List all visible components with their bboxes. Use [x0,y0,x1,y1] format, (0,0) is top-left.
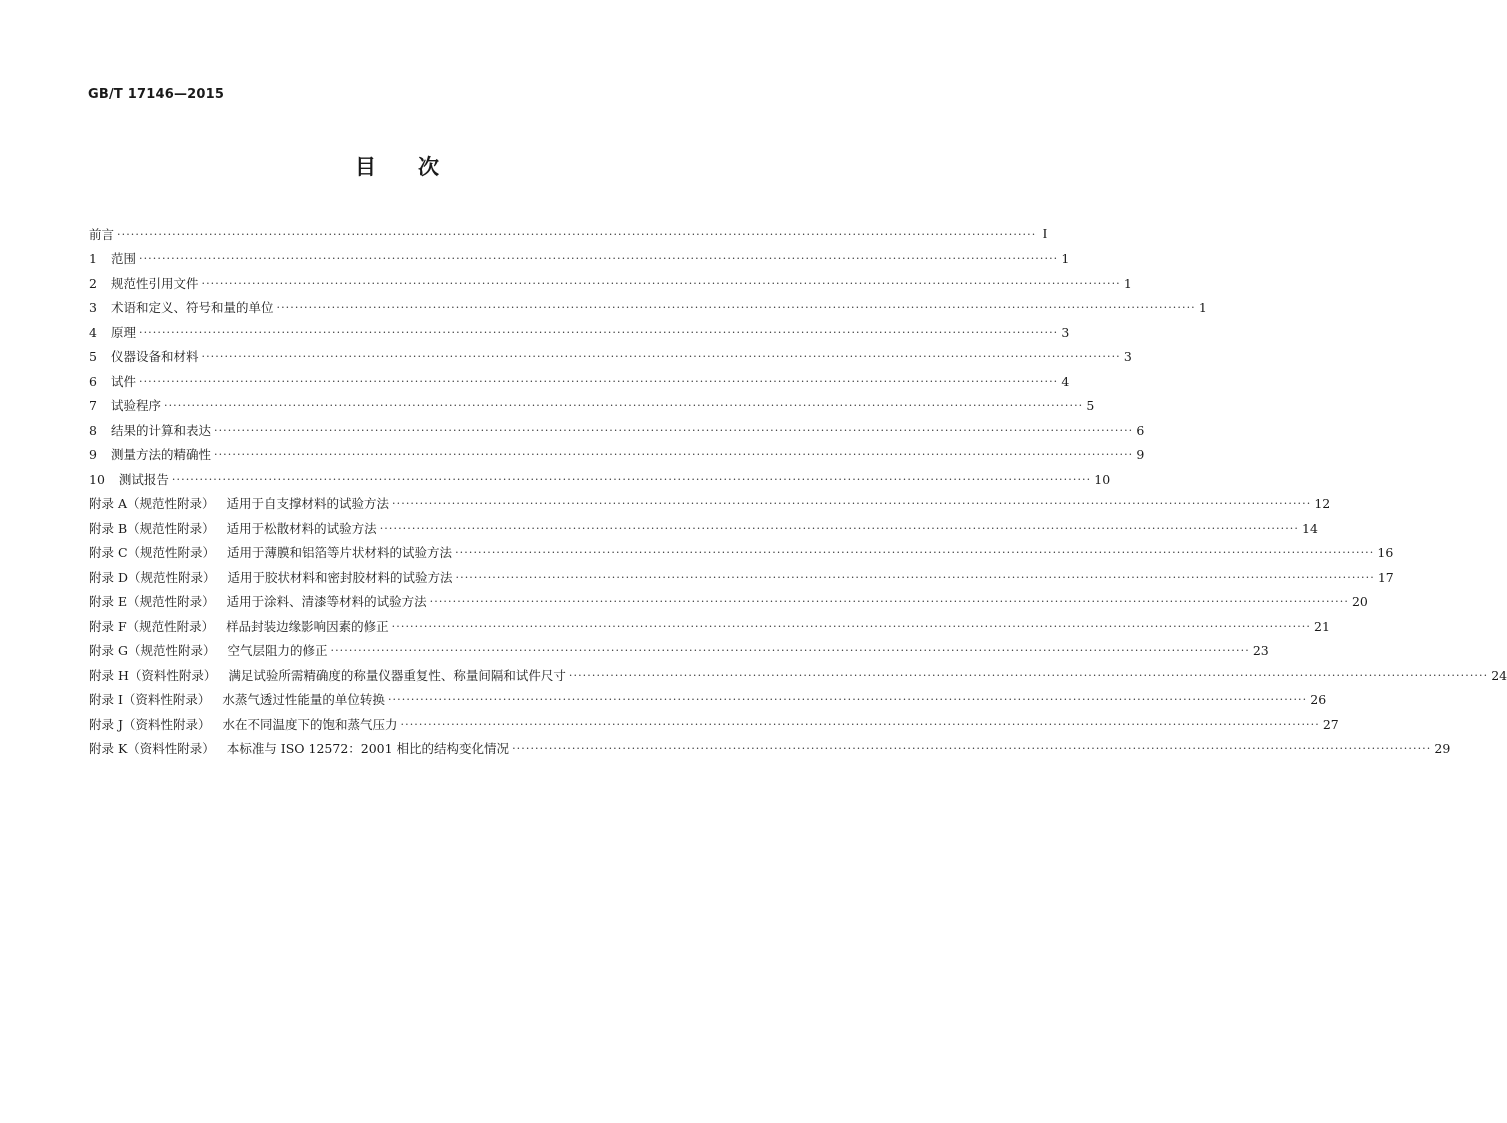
toc-entry[interactable] [89,708,1339,733]
toc-entry-label: 测试报告 [118,471,169,487]
toc-entry-label: 水在不同温度下的饱和蒸气压力 [222,716,398,732]
dot-leader: ········································································································································································································ [400,717,1320,731]
dot-leader: ········································································································································································································ [568,668,1489,682]
toc-entry-label: 水蒸气透过性能量的单位转换 [222,692,385,707]
toc-entry-number: 1 [89,251,97,266]
toc-entry-number: 附录 J（资料性附录） [89,716,211,732]
toc-entry-page: 3 [1123,349,1132,364]
toc-entry[interactable] [89,267,1132,292]
toc-entry-number: 附录 K（资料性附录） [89,741,215,756]
toc-entry-label: 结果的计算和表达 [110,422,211,438]
toc-entry-title [89,251,136,267]
toc-entry-number: 附录 A（规范性附录） [89,496,215,511]
toc-entry-page: 12 [1314,496,1331,511]
toc-entry-page: 1 [1123,275,1132,291]
toc-entry-label: 仪器设备和材料 [110,349,199,364]
toc-entry[interactable] [89,365,1070,390]
toc-entry[interactable] [89,292,1207,317]
toc-entry-label: 适用于自支撑材料的试验方法 [226,496,390,511]
page-title [0,151,794,181]
toc-entry-page: 26 [1310,692,1327,707]
toc-entry-label: 试件 [110,373,136,389]
toc-entry-number: 附录 D（规范性附录） [89,569,216,585]
toc-entry-label: 适用于涂料、清漆等材料的试验方法 [226,594,427,609]
toc-entry-title [89,545,452,561]
toc-entry-page: 4 [1061,373,1070,389]
toc-entry[interactable] [89,488,1331,513]
toc-entry-number: 8 [89,422,97,438]
toc-entry-title [89,521,377,537]
title-char-1: 目 [355,155,376,179]
dot-leader: ········································································································································································································ [455,546,1375,559]
toc-entry-label: 前言 [89,226,115,242]
toc-entry[interactable] [89,341,1132,366]
toc-entry-page: 20 [1351,594,1368,609]
toc-entry-page: 6 [1136,422,1145,438]
toc-entry[interactable] [89,390,1095,415]
dot-leader: ········································································································································································································ [163,399,1084,412]
toc-entry-label: 范围 [110,251,136,266]
toc-entry-number: 附录 C（规范性附录） [89,545,216,560]
toc-entry-page: 1 [1061,251,1070,266]
toc-entry-title [89,423,211,439]
toc-entry[interactable] [89,635,1269,660]
dot-leader: ········································································································································································································ [379,521,1300,535]
dot-leader: ········································································································································································································ [276,301,1196,314]
toc-entry-title [89,570,453,586]
toc-entry[interactable] [89,733,1451,758]
toc-entry-label: 测量方法的精确性 [110,447,211,462]
toc-entry[interactable] [89,659,1507,684]
toc-entry[interactable] [89,512,1318,537]
toc-entry-label: 适用于松散材料的试验方法 [226,520,377,536]
toc-entry-title [89,276,198,292]
document-number: GB/T 17146—2015 [88,87,225,102]
toc-entry-title [89,692,385,708]
dot-leader: ········································································································································································································ [391,619,1311,633]
dot-leader: ········································································································································································································ [455,570,1375,584]
toc-entry-page: 1 [1198,300,1207,315]
toc-entry-label: 本标准与 ISO 12572：2001 相比的结构变化情况 [226,741,510,756]
toc-entry-page: 16 [1377,545,1394,560]
toc-entry-title [89,643,327,659]
toc-entry-title [89,717,398,733]
toc-entry[interactable] [89,610,1330,635]
toc-entry-label: 规范性引用文件 [110,275,199,291]
toc-entry-title [89,447,211,463]
dot-leader: ········································································································································································································ [117,227,1037,241]
toc-entry-number: 附录 I（资料性附录） [89,692,211,707]
toc-entry-label: 术语和定义、符号和量的单位 [110,300,274,315]
toc-entry-number: 10 [89,471,105,487]
toc-entry-page: 14 [1302,520,1318,536]
toc-entry-number: 9 [89,447,97,462]
toc-entry[interactable] [89,561,1394,586]
toc-entry-title [89,741,509,757]
table-of-contents [89,218,1507,757]
toc-entry[interactable] [89,316,1070,341]
toc-entry-label: 适用于胶状材料和密封胶材料的试验方法 [227,569,453,585]
dot-leader: ········································································································································································································ [201,350,1121,363]
toc-entry[interactable] [89,586,1368,611]
toc-entry-number: 附录 E（规范性附录） [89,594,215,609]
dot-leader: ········································································································································································································ [330,644,1250,657]
toc-entry[interactable] [89,218,1048,243]
toc-entry-label: 试验程序 [110,398,161,413]
toc-entry-page: 10 [1094,471,1111,487]
toc-entry-title [89,374,136,390]
toc-entry-title [89,398,161,414]
toc-entry-number: 5 [89,349,97,364]
dot-leader: ········································································································································································································ [138,325,1059,339]
toc-entry-title [89,472,169,488]
toc-entry[interactable] [89,414,1145,439]
toc-entry-page: 21 [1314,618,1330,634]
toc-entry[interactable] [89,537,1394,562]
dot-leader: ········································································································································································································ [213,423,1134,437]
toc-entry-title [89,496,389,512]
dot-leader: ········································································································································································································ [138,252,1059,265]
toc-entry-number: 附录 B（规范性附录） [89,520,215,536]
toc-entry[interactable] [89,243,1070,268]
dot-leader: ········································································································································································································ [429,595,1349,608]
toc-entry-page: I [1042,226,1048,242]
toc-entry-title [89,227,114,243]
toc-entry-number: 附录 H（资料性附录） [89,667,217,683]
toc-entry-label: 原理 [110,324,136,340]
toc-entry-page: 5 [1086,398,1095,413]
toc-entry-label: 空气层阻力的修正 [227,643,328,658]
toc-entry[interactable] [89,463,1111,488]
toc-entry-label: 满足试验所需精确度的称量仪器重复性、称量间隔和试件尺寸 [228,667,566,683]
dot-leader: ········································································································································································································ [138,374,1059,388]
toc-entry-number: 附录 G（规范性附录） [89,643,216,658]
toc-entry[interactable] [89,439,1145,464]
toc-entry-number: 6 [89,373,97,389]
toc-entry-label: 样品封装边缘影响因素的修正 [226,618,389,634]
toc-entry-page: 29 [1434,741,1451,756]
toc-entry-page: 27 [1322,716,1339,732]
toc-entry-number: 附录 F（规范性附录） [89,618,215,634]
toc-entry[interactable] [89,684,1327,709]
toc-entry-page: 3 [1061,324,1070,340]
title-char-2: 次 [418,155,439,179]
dot-leader: ········································································································································································································ [387,693,1308,706]
toc-entry-label: 适用于薄膜和铝箔等片状材料的试验方法 [227,545,453,560]
dot-leader: ········································································································································································································ [171,472,1092,486]
toc-entry-page: 24 [1491,667,1507,683]
toc-entry-page: 23 [1252,643,1269,658]
toc-entry-number: 7 [89,398,97,413]
toc-entry-page: 9 [1136,447,1145,462]
toc-entry-title [89,668,566,684]
toc-entry-title [89,619,389,635]
toc-entry-number: 2 [89,275,97,291]
dot-leader: ········································································································································································································ [512,742,1432,755]
toc-entry-number: 4 [89,324,97,340]
toc-entry-title [89,349,198,365]
toc-entry-title [89,594,427,610]
toc-entry-title [89,325,136,341]
dot-leader: ········································································································································································································ [392,497,1312,510]
toc-entry-title [89,300,273,316]
dot-leader: ········································································································································································································ [213,448,1134,461]
toc-entry-page: 17 [1377,569,1394,585]
toc-entry-number: 3 [89,300,97,315]
dot-leader: ········································································································································································································ [201,276,1121,290]
